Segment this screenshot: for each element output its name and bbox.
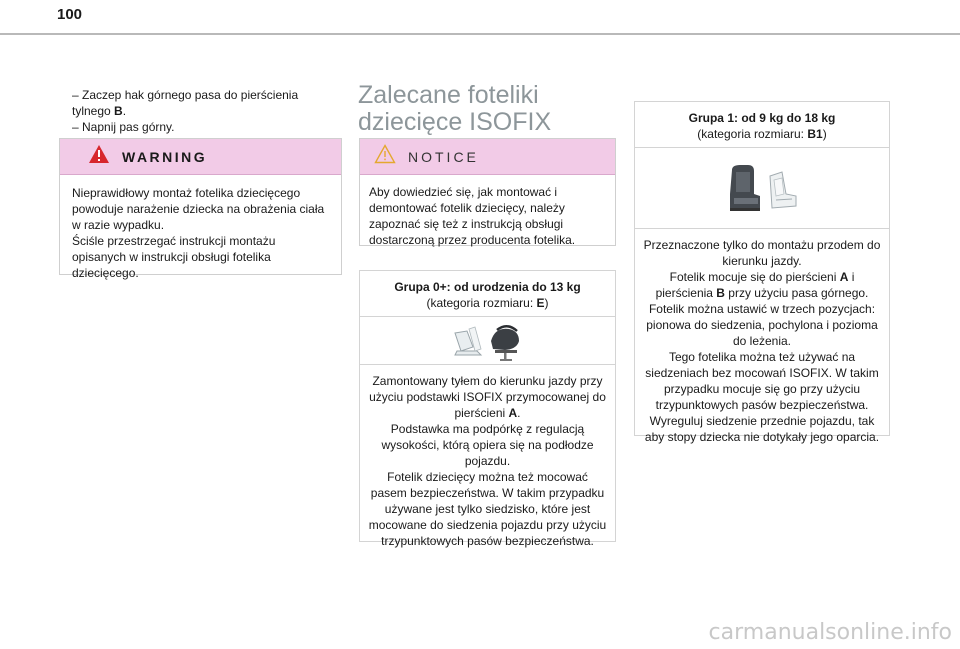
- group1-description: Przeznaczone tylko do montażu przodem do kierunku jazdy. Fotelik mocuje się do pierścieni A i pierścienia B przy użyciu pasa górnego. Fotelik można ustawić w trzech pozycjach: pionowa do siedzenia, pochylona i pozioma do leżenia. Tego fotelika można też używać na siedzeniach bez mocowań ISOFIX. W takim przypadku mocuje się go przy użyciu trzypunktowych pasów bezpieczeństwa. Wyreguluj siedzenie przednie pojazdu, tak aby stopy dziecka nie dotykały jego oparcia.: [643, 238, 881, 444]
- group0-description: Zamontowany tyłem do kierunku jazdy przy użyciu podstawki ISOFIX przymocowanej do pierścieni A. Podstawka ma podpórkę z regulacją wysokości, którą opiera się na podłodze pojazdu. Fotelik dziecięcy można też mocować pasem bezpieczeństwa. W takim przypadku używane jest tylko siedzisko, które jest mocowane do siedzenia pojazdu przy użyciu trzypunktowych pasów bezpieczeństwa.: [368, 374, 607, 548]
- infant-carrier-icon: [451, 321, 525, 361]
- group0-category: (kategoria rozmiaru: E): [426, 296, 549, 310]
- notice-header: [360, 139, 615, 175]
- group1-illustration: [635, 148, 889, 229]
- notice-box: [359, 138, 616, 246]
- warning-triangle-icon: [88, 144, 110, 169]
- warning-header: [60, 139, 341, 175]
- group0-illustration: [360, 317, 615, 365]
- warning-body: Nieprawidłowy montaż fotelika dziecięcego powoduje narażenie dziecka na obrażenia ciała w razie wypadku. Ściśle przestrzegać instrukcji montażu opisanych w instrukcji obsługi fotelika dziecięcego.: [72, 186, 325, 280]
- group1-header: [635, 102, 889, 148]
- group0-header: [360, 271, 615, 317]
- notice-triangle-icon: [374, 144, 396, 169]
- step-hook-top-strap: – Zaczep hak górnego pasa do pierścienia tylnego B.: [72, 88, 299, 118]
- group1-title: Grupa 1: od 9 kg do 18 kg: [688, 111, 836, 125]
- warning-title: WARNING: [122, 148, 208, 165]
- child-seat-icon: [724, 164, 800, 212]
- install-steps: [72, 87, 332, 135]
- section-title: Zalecane foteliki dziecięce ISOFIX: [358, 81, 552, 136]
- watermark: carmanualsonline.info: [708, 620, 952, 645]
- step-tighten-strap: – Napnij pas górny.: [72, 120, 175, 134]
- notice-title: NOTICE: [408, 148, 479, 165]
- group0-box: [359, 270, 616, 548]
- warning-box: [59, 138, 342, 280]
- page-number: 100: [57, 6, 83, 23]
- group1-box: [634, 101, 890, 444]
- header-rule: [0, 33, 960, 35]
- group1-category: (kategoria rozmiaru: B1): [697, 127, 827, 141]
- notice-body: Aby dowiedzieć się, jak montować i demontować fotelik dziecięcy, należy zapoznać się też z instrukcją obsługi dostarczoną przez producenta fotelika.: [369, 185, 576, 247]
- group0-title: Grupa 0+: od urodzenia do 13 kg: [394, 280, 581, 294]
